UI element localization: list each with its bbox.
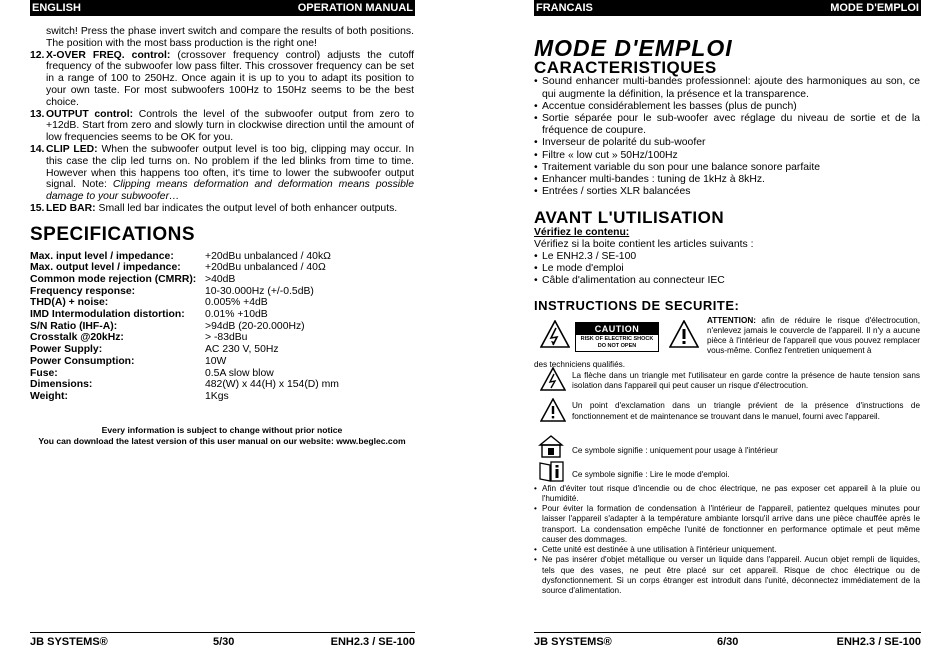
list-item: • Inverseur de polarité du sub-woofer [534,137,706,149]
note-label: Note: [82,179,113,191]
list-item: • Cette unité est destinée à une utilisation à l'intérieur uniquement. [534,545,777,555]
spec-value: AC 230 V, 50Hz [205,344,279,356]
spec-row [30,274,414,286]
footer-page-number: 6/30 [717,636,739,648]
contents-list [534,251,920,288]
spec-value: 0.01% +10dB [205,309,268,321]
indoor-symbol-row [534,434,920,458]
spec-value: 482(W) x 44(H) x 154(D) mm [205,379,339,391]
lightning-warning-icon [540,320,570,348]
spec-value: +20dBu unbalanced / 40kΩ [205,250,331,262]
spec-key: IMD Intermodulation distortion: [30,309,185,321]
lightning-triangle-icon [540,367,566,391]
manual-title: MODE D'EMPLOI [534,35,733,61]
intro-line: switch! Press the phase invert switch and compare the results of both positions. The position with the most bass production is the right one! [46,26,414,49]
exclamation-warning-icon [669,320,699,348]
spec-key: Power Supply: [30,344,103,356]
item-number: 15. [30,202,45,214]
spec-key: Fuse: [30,367,58,379]
item-text: Controls the level of the subwoofer output from zero to +12dB. Start from zero and slowly turn in clockwise direction until the amount of low frequencies seems to be OK for you. [46,108,414,144]
list-item: • Le ENH2.3 / SE-100 [534,251,637,263]
flash-block [534,371,920,391]
spec-table [30,251,414,403]
list-item [30,203,414,215]
caution-label-box [575,322,659,352]
list-item: • Pour éviter la formation de condensation à l'intérieur de l'appareil, patientez quelques minutes pour laisser l'appareil s'adapter à la température ambiante lorsqu'il arrive dans une pièce chauffée après le transport. La condensation empêche l'unité de fonctionner en performance optimale et peut même causer des dommages. [534,504,920,544]
spec-value: >40dB [205,273,236,285]
item-title: OUTPUT control: [46,108,134,120]
indoor-use-icon [538,434,564,458]
read-manual-symbol-text: Ce symbole signifie : Lire le mode d'emploi. [572,469,730,479]
item-title: CLIP LED: [46,143,98,155]
item-text: Small led bar indicates the output level of both enhancer outputs. [95,202,398,214]
spec-row [30,297,414,309]
list-item: • Afin d'éviter tout risque d'incendie ou de choc électrique, ne pas exposer cet appareil à la pluie ou l'humidité. [534,483,920,504]
specifications-heading: SPECIFICATIONS [30,223,195,245]
spec-key: Dimensions: [30,379,93,391]
safety-heading: INSTRUCTIONS DE SECURITE: [534,297,740,313]
spec-key: Common mode rejection (CMRR): [30,273,197,285]
right-header-bar [534,0,921,16]
left-header-title: OPERATION MANUAL [297,2,413,14]
footer-brand: JB SYSTEMS® [30,636,108,648]
spec-value: 0.5A slow blow [205,367,274,379]
spec-value: 10W [205,355,227,367]
notice [30,425,414,447]
item-title: X-OVER FREQ. control: [46,49,171,61]
list-item: • Accentue considérablement les basses (plus de punch) [534,100,797,112]
note-text: Clipping means deformation and deformation means possible damage to your subwoofer… [46,179,414,203]
exclamation-triangle-icon [540,398,566,422]
item-text: (crossover frequency control) adjusts the cutoff frequency of the subwoofer low pass filter. This crossover frequency can be set in a range of 100 to 250Hz. Once again it is up to you to adapt its position to your own taste. For most subwoofers 100Hz to 150Hz seems to be the best choice. [46,49,414,108]
left-header-bar [30,0,415,16]
spec-key: Max. output level / impedance: [30,262,181,274]
spec-row [30,286,414,298]
right-header-language: FRANCAIS [536,2,593,14]
spec-row [30,391,414,403]
caution-block [534,316,920,360]
footer-model: ENH2.3 / SE-100 [836,636,921,648]
safety-bullets [534,484,920,596]
left-content [30,26,414,447]
spec-key: S/N Ratio (IHF-A): [30,320,118,332]
spec-value: >94dB (20-20.000Hz) [205,320,305,332]
spec-row [30,309,414,321]
characteristics-heading: CARACTERISTIQUES [534,58,717,78]
right-content [534,35,920,596]
footer-model: ENH2.3 / SE-100 [330,636,415,648]
spec-value: 10-30.000Hz (+/-0.5dB) [205,285,314,297]
spec-key: Max. input level / impedance: [30,250,174,262]
item-title: LED BAR: [46,202,96,214]
footer-page-number: 5/30 [213,636,235,648]
item-text: When the subwoofer output level is too big, clipping may occur. In this case the clip led turns on. No problem if the led blinks from time to time. However when this happens too often, it's time to lower the subwoofer output signal. [46,143,414,191]
spec-key: Power Consumption: [30,355,135,367]
left-footer [30,632,415,646]
list-item [30,144,414,203]
caution-open-text: DO NOT OPEN [597,342,637,349]
spec-value: 0.005% +4dB [205,297,268,309]
spec-key: Weight: [30,390,68,402]
spec-key: Crosstalk @20kHz: [30,332,124,344]
list-item: • Enhancer multi-bandes : tuning de 1kHz à 8kHz. [534,174,765,186]
attention-label: ATTENTION: [707,315,756,325]
list-item: • Sound enhancer multi-bandes professionnel: ajoute des harmoniques au son, ce qui augmente la définition, la présence et la transparence. [534,76,920,100]
attention-text: afin de réduire le risque d'électrocution, n'enlevez jamais le couvercle de l'appareil. Il n'y a aucune pièce à l'intérieur de l'appareil que vous pouvez remplacer vous-même. Confiez l'entretien uniquement à [707,315,920,356]
item-number: 14. [30,143,45,155]
left-header-language: ENGLISH [32,2,81,14]
notice-change: Every information is subject to change without prior notice [101,424,343,435]
list-item: • Le mode d'emploi [534,263,624,275]
spec-value: 1Kgs [205,390,229,402]
spec-value: +20dBu unbalanced / 40Ω [205,262,326,274]
spec-row [30,368,414,380]
spec-row [30,332,414,344]
read-manual-symbol-row [534,458,920,482]
spec-row [30,321,414,333]
before-use-heading: AVANT L'UTILISATION [534,208,725,228]
item-number: 13. [30,108,45,120]
right-footer [534,632,921,646]
caution-risk-text: RISK OF ELECTRIC SHOCK [580,335,654,342]
indoor-symbol-text: Ce symbole signifie : uniquement pour usage à l'intérieur [572,445,778,455]
list-item: • Traitement variable du son pour une balance sonore parfaite [534,161,821,173]
list-item: • Entrées / sorties XLR balancées [534,186,691,198]
list-item: • Ne pas insérer d'objet métallique ou verser un liquide dans l'appareil. Aucun objet rempli de liquides, tels que des vases, ne peut être placé sur cet appareil. Risque de choc électrique ou de dysfonctionnement. Si un corps étranger est introduit dans l'unité, déconnectez immédiatement de la source d'alimentation. [534,555,920,595]
list-item: • Filtre « low cut » 50Hz/100Hz [534,149,678,161]
item-number: 12. [30,49,45,61]
right-page [475,0,950,654]
attention-continued: des techniciens qualifiés. [534,359,626,369]
caution-label: CAUTION [576,323,658,335]
right-header-title: MODE D'EMPLOI [830,2,919,14]
spec-key: Frequency response: [30,285,136,297]
list-item: • Câble d'alimentation au connecteur IEC [534,275,725,287]
read-manual-icon [538,458,564,482]
list-item [30,109,414,144]
flash-text: La flèche dans un triangle met l'utilisateur en garde contre la présence de haute tension sans isolation dans l'appareil qui peut causer un risque d'électrocution. [572,371,920,391]
spec-value: > -83dBu [205,332,248,344]
list-item: • Sortie séparée pour le sub-woofer avec réglage du niveau de sortie et de la fréquence de coupure. [534,113,920,137]
list-item [30,50,414,109]
verify-label: Vérifiez le contenu: [534,226,630,238]
spec-row [30,251,414,263]
features-list [534,76,920,198]
notice-download: You can download the latest version of this user manual on our website: www.beglec.com [38,435,406,446]
verify-text: Vérifiez si la boite contient les articles suivants : [534,238,754,250]
spec-row [30,356,414,368]
spec-key: THD(A) + noise: [30,297,109,309]
spec-row [30,344,414,356]
exclamation-text: Un point d'exclamation dans un triangle prévient de la présence d'instructions de fonctionnement et de maintenance se trouvant dans le manuel, fourni avec l'appareil. [572,401,920,421]
exclamation-block [534,401,920,421]
spec-row [30,379,414,391]
footer-brand: JB SYSTEMS® [534,636,612,648]
spec-row [30,262,414,274]
